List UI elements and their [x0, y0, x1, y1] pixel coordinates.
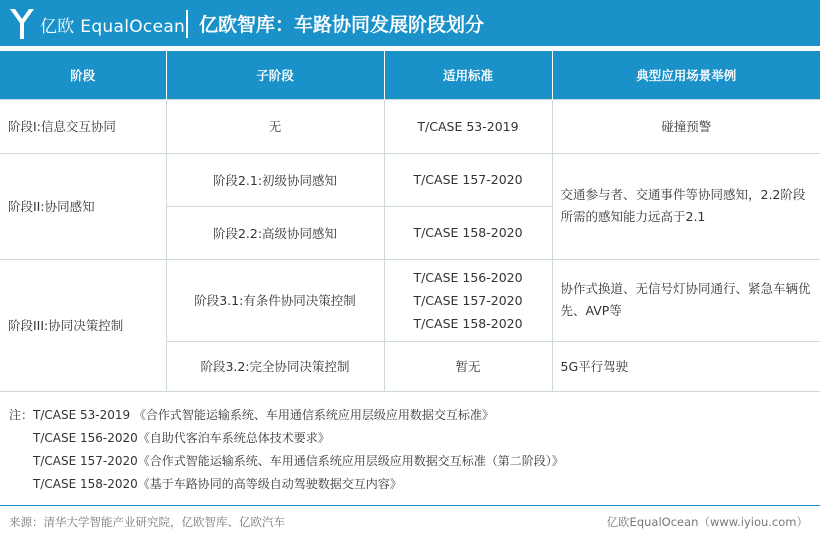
note-line: T/CASE 156-2020《自助代客泊车系统总体技术要求》: [33, 431, 330, 445]
footer-brand: 亿欧EqualOcean（www.iyiou.com）: [606, 515, 808, 529]
standard-line: T/CASE 158-2020: [413, 315, 523, 331]
substage-cell: 阶段2.1:初级协同感知: [166, 153, 384, 206]
scenario-cell: 交通参与者、交通事件等协同感知，2.2阶段所需的感知能力远高于2.1: [552, 153, 820, 259]
header-bar: [0, 0, 820, 46]
notes-block: [9, 404, 564, 496]
table-row: [0, 259, 820, 341]
footer-divider: [0, 505, 820, 506]
header-divider: [186, 10, 188, 38]
source-text: 来源：清华大学智能产业研究院，亿欧智库、亿欧汽车: [9, 515, 285, 529]
stage-cell: 阶段II:协同感知: [0, 153, 166, 259]
table-header-row: [0, 51, 820, 99]
stage-cell: 阶段I:信息交互协同: [0, 99, 166, 153]
standard-cell: 暂无: [384, 341, 552, 391]
stage-cell: 阶段III:协同决策控制: [0, 259, 166, 391]
table-row: [0, 153, 820, 206]
standard-cell: [384, 259, 552, 341]
note-line: 注：T/CASE 53-2019 《合作式智能运输系统、车用通信系统应用层级应用数据交互标准》: [9, 408, 494, 422]
standard-cell: T/CASE 53-2019: [384, 99, 552, 153]
column-header-stage: 阶段: [0, 51, 166, 99]
substage-cell: 阶段2.2:高级协同感知: [166, 206, 384, 259]
stage-table: [0, 51, 820, 392]
note-line: T/CASE 157-2020《合作式智能运输系统、车用通信系统应用层级应用数据交互标准（第二阶段）》: [33, 454, 564, 468]
column-header-standard: 适用标准: [384, 51, 552, 99]
brand-logo: [6, 4, 185, 44]
equalocean-y-logo-icon: [6, 5, 38, 43]
page-title: 亿欧智库：车路协同发展阶段划分: [199, 14, 485, 36]
column-header-substage: 子阶段: [166, 51, 384, 99]
standard-line: T/CASE 156-2020: [413, 269, 523, 285]
column-header-scenario: 典型应用场景举例: [552, 51, 820, 99]
standard-cell: T/CASE 157-2020: [384, 153, 552, 206]
table-row: [0, 99, 820, 153]
scenario-cell: 协作式换道、无信号灯协同通行、紧急车辆优先、AVP等: [552, 259, 820, 341]
logo-text: 亿欧 EqualOcean: [40, 16, 186, 37]
substage-cell: 阶段3.2:完全协同决策控制: [166, 341, 384, 391]
substage-cell: 无: [166, 99, 384, 153]
note-line: T/CASE 158-2020《基于车路协同的高等级自动驾驶数据交互内容》: [33, 477, 402, 491]
standard-line: T/CASE 157-2020: [413, 292, 523, 308]
standard-cell: T/CASE 158-2020: [384, 206, 552, 259]
substage-cell: 阶段3.1:有条件协同决策控制: [166, 259, 384, 341]
scenario-cell: 5G平行驾驶: [552, 341, 820, 391]
scenario-cell: 碰撞预警: [552, 99, 820, 153]
